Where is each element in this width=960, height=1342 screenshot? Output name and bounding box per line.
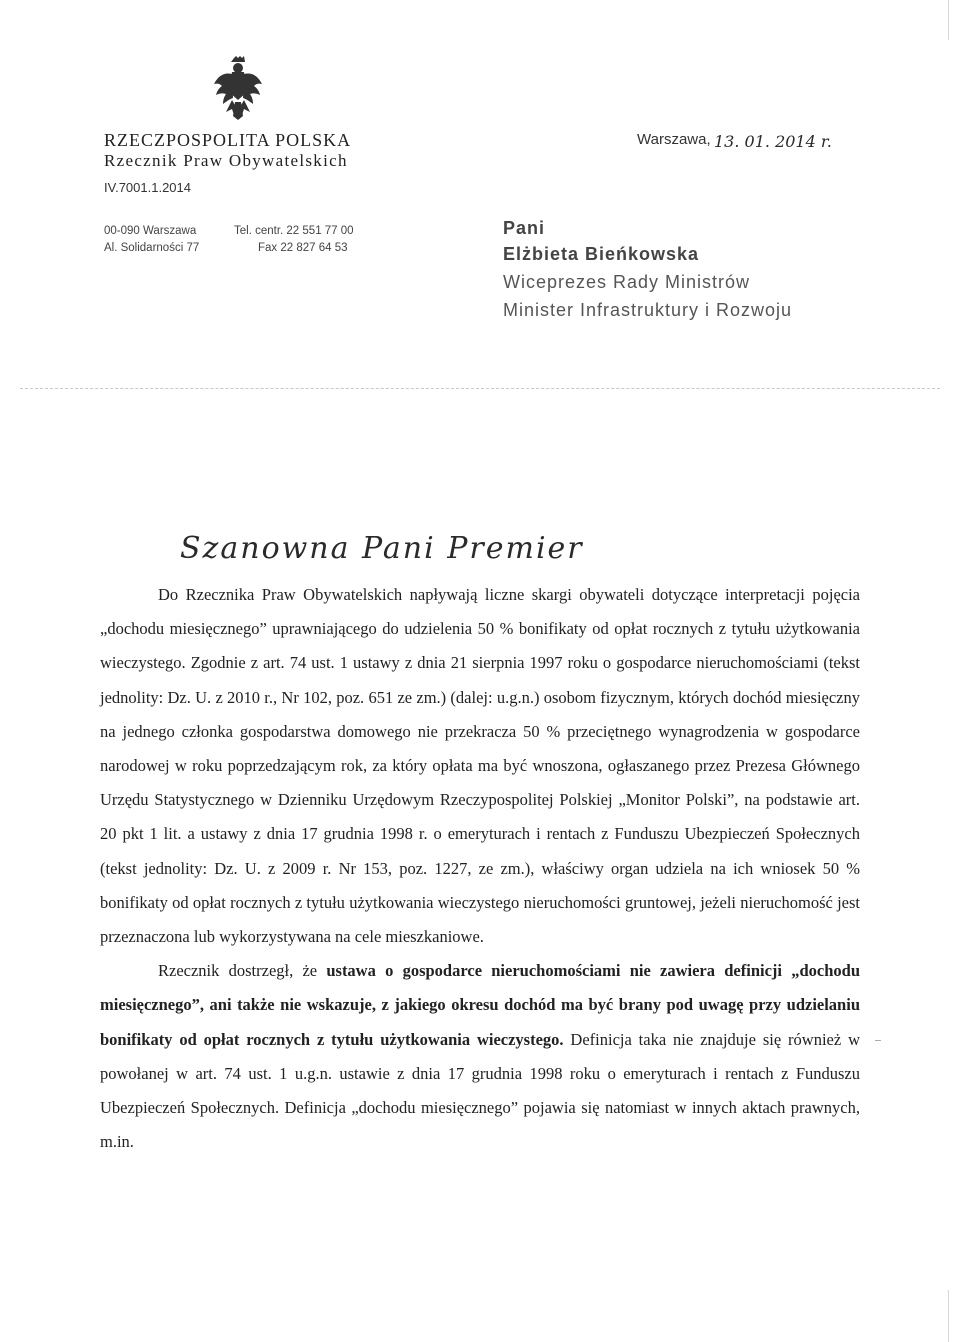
address-line-2: Al. Solidarności 77: [104, 242, 200, 254]
margin-dash: [875, 1040, 881, 1041]
handwritten-date: [712, 127, 852, 155]
letter-body: [100, 578, 860, 1159]
paragraph-2-end: Definicja taka nie znajduje się również w powołanej w art. 74 ust. 1 u.g.n. ustawie z dnia 17 grudnia 1998 roku o emeryturach i rentach z Funduszu Ubezpieczeń Społecznych. Definicja „dochodu miesięcznego” pojawia się natomiast w innych aktach prawnych, m.in.: [100, 1029, 860, 1152]
margin-mark-bottom: [948, 1290, 949, 1342]
paragraph-2: [100, 954, 860, 1159]
reference-number: IV.7001.1.2014: [104, 180, 191, 195]
date-label: Warszawa,: [637, 131, 711, 148]
recipient-title-2: Minister Infrastruktury i Rozwoju: [503, 300, 793, 320]
svg-text:13. 01. 2014 r.: 13. 01. 2014 r.: [714, 132, 832, 151]
paragraph-1: Do Rzecznika Praw Obywatelskich napływają liczne skargi obywateli dotyczące interpretacji pojęcia „dochodu miesięcznego” uprawniającego do udzielenia 50 % bonifikaty od opłat rocznych z tytułu użytkowania wieczystego. Zgodnie z art. 74 ust. 1 ustawy z dnia 21 sierpnia 1997 roku o gospodarce nieruchomościami (tekst jednolity: Dz. U. z 2010 r., Nr 102, poz. 651 ze zm.) (dalej: u.g.n.) osobom fizycznym, których dochód miesięczny na jednego członka gospodarstwa domowego nie przekracza 50 % przeciętnego wynagrodzenia w gospodarce narodowej w roku poprzedzającym rok, za który opłata ma być wnoszona, ogłaszanego przez Prezesa Głównego Urzędu Statystycznego w Dzienniku Urzędowym Rzeczypospolitej Polskiej „Monitor Polski”, na podstawie art. 20 pkt 1 lit. a ustawy z dnia 17 grudnia 1998 r. o emeryturach i rentach z Funduszu Ubezpieczeń Społecznych (tekst jednolity: Dz. U. z 2009 r. Nr 153, poz. 1227, ze zm.), właściwy organ udziela na ich wniosek 50 % bonifikaty od opłat rocznych z tytułu użytkowania wieczystego nieruchomości gruntowej, jeżeli nieruchomość jest przeznaczona lub wykorzystywana na cele mieszkaniowe.: [100, 585, 860, 947]
paragraph-2-start: Rzecznik dostrzegł, że: [158, 961, 327, 981]
svg-text:Szanowna Pani Premier: Szanowna Pani Premier: [180, 531, 584, 566]
recipient-salutation: Pani: [503, 218, 546, 238]
paragraph-2-bold: ustawa o gospodarce nieruchomościami nie zawiera definicji „dochodu miesięcznego”, ani także nie wskazuje, z jakiego okresu dochód ma być brany pod uwagę przy udzielaniu bonifikaty od opłat rocznych z tytułu użytkowania wieczystego.: [100, 961, 860, 1049]
phone-number: Tel. centr. 22 551 77 00: [234, 225, 354, 237]
fax-number: Fax 22 827 64 53: [258, 242, 348, 254]
eagle-emblem-icon: [210, 56, 266, 122]
org-name: RZECZPOSPOLITA POLSKA: [104, 130, 352, 150]
margin-mark-top: [948, 0, 949, 40]
handwritten-salutation: [170, 512, 750, 582]
separator-line: [20, 388, 940, 389]
org-department: Rzecznik Praw Obywatelskich: [104, 151, 348, 170]
address-line-1: 00-090 Warszawa: [104, 225, 197, 237]
recipient-name: Elżbieta Bieńkowska: [503, 244, 700, 264]
recipient-title-1: Wiceprezes Rady Ministrów: [503, 272, 751, 292]
